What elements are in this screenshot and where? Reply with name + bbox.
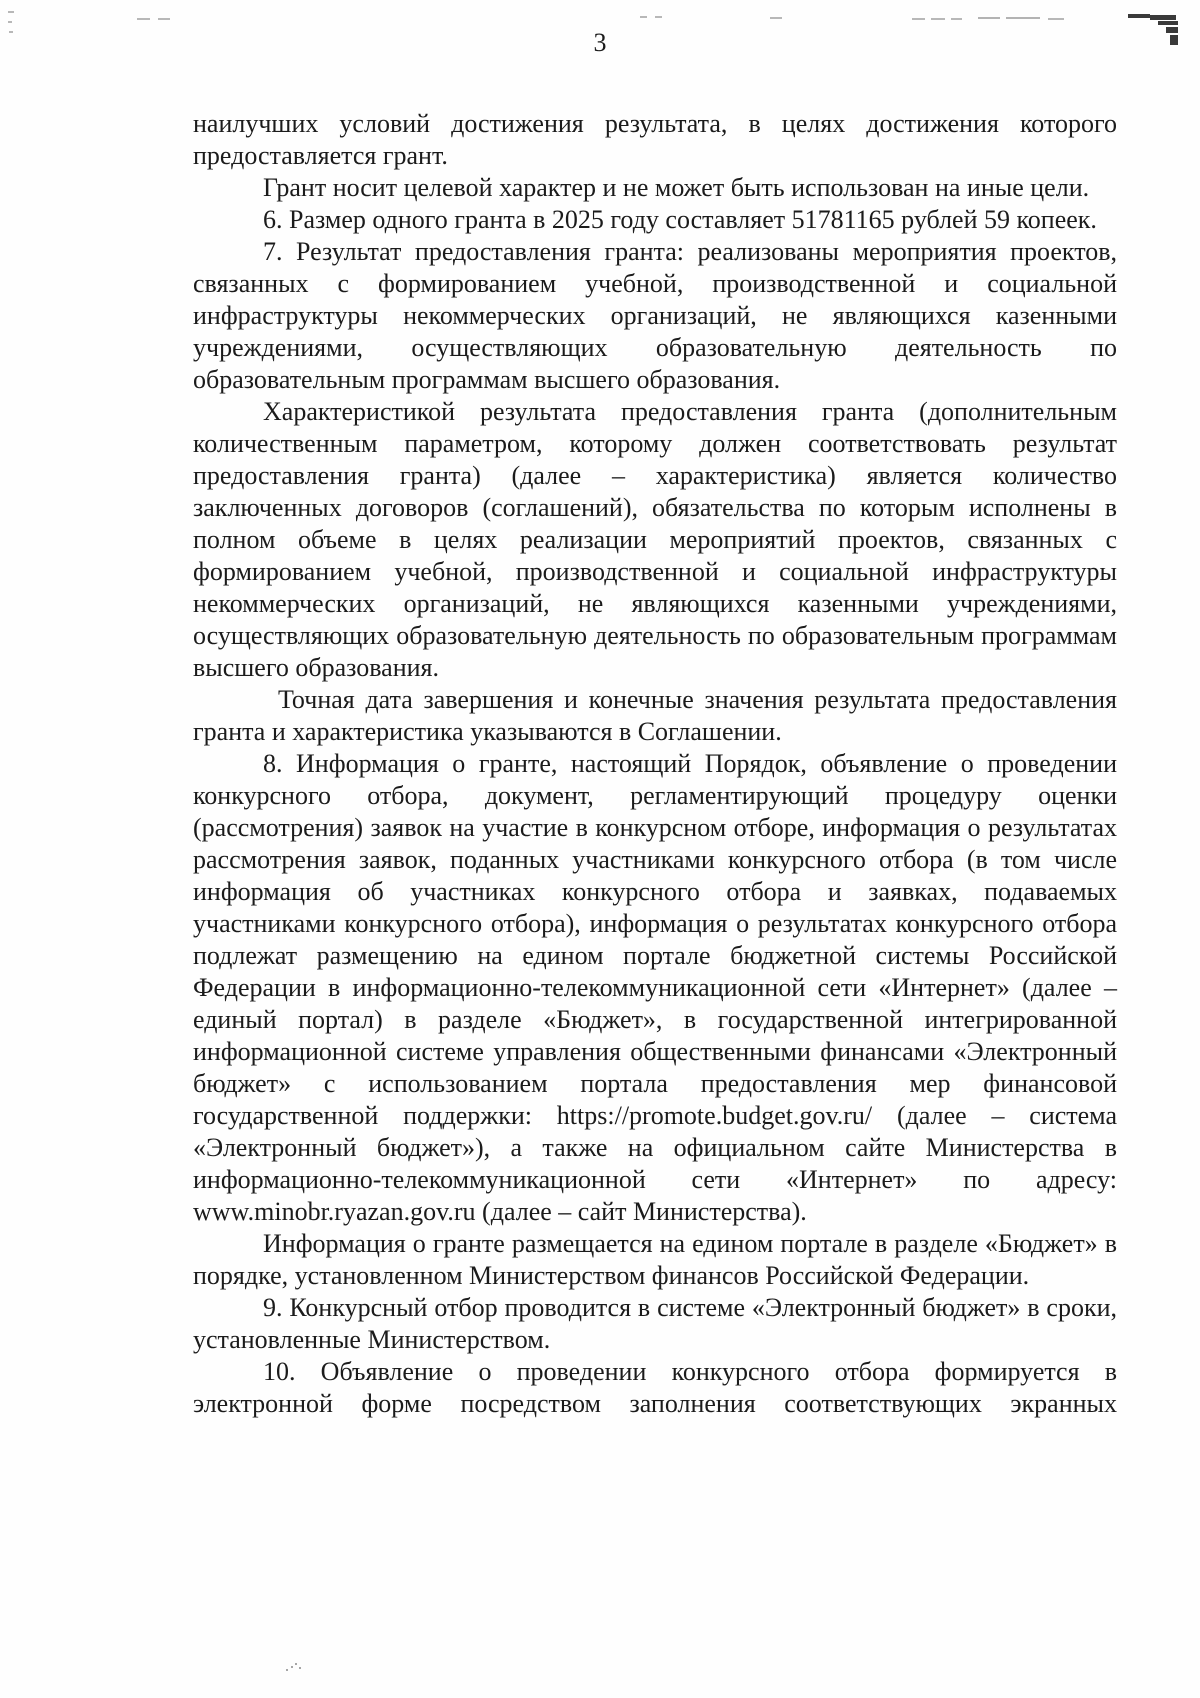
- page-number: 3: [593, 28, 607, 57]
- paragraph: 6. Размер одного гранта в 2025 году составляет 51781165 рублей 59 копеек.: [263, 205, 1097, 234]
- document-body: [193, 108, 1117, 1420]
- paragraph: 7. Результат предоставления гранта: реализованы мероприятия проектов, связанных с формированием учебной, производственной и социальной инфраструктуры некоммерческих организаций, не являющихся казенными учреждениями, осуществляющих образовательную деятельность по образовательным программам высшего образования.: [193, 237, 1117, 394]
- paragraph: 9. Конкурсный отбор проводится в системе «Электронный бюджет» в сроки, установленные Министерством.: [193, 1293, 1117, 1354]
- paragraph: 10. Объявление о проведении конкурсного отбора формируется в электронной форме посредством заполнения соответствующих экранных: [193, 1357, 1117, 1418]
- paragraph: 8. Информация о гранте, настоящий Порядок, объявление о проведении конкурсного отбора, документ, регламентирующий процедуру оценки (рассмотрения) заявок на участие в конкурсном отборе, информация о результатах рассмотрения заявок, поданных участниками конкурсного отбора (в том числе информация об участниках конкурсного отбора и заявках, подаваемых участниками конкурсного отбора), информация о результатах конкурсного отбора подлежат размещению на едином портале бюджетной системы Российской Федерации в информационно-телекоммуникационной сети «Интернет» (далее – единый портал) в разделе «Бюджет», в государственной интегрированной информационной системе управления общественными финансами «Электронный бюджет» с использованием портала предоставления мер финансовой государственной поддержки: https://promote.budget.gov.ru/ (далее – система «Электронный бюджет»), а также на официальном сайте Министерства в информационно-телекоммуникационной сети «Интернет» по адресу: www.minobr.ryazan.gov.ru (далее – сайт Министерства).: [193, 749, 1117, 1226]
- paragraph: Характеристикой результата предоставления гранта (дополнительным количественным параметром, которому должен соответствовать результат предоставления гранта) (далее – характеристика) является количество заключенных договоров (соглашений), обязательства по которым исполнены в полном объеме в целях реализации мероприятий проектов, связанных с формированием учебной, производственной и социальной инфраструктуры некоммерческих организаций, не являющихся казенными учреждениями, осуществляющих образовательную деятельность по образовательным программам высшего образования.: [193, 397, 1117, 682]
- paragraph: Грант носит целевой характер и не может быть использован на иные цели.: [263, 173, 1090, 202]
- paragraph: Информация о гранте размещается на едином портале в разделе «Бюджет» в порядке, установленном Министерством финансов Российской Федерации.: [193, 1229, 1117, 1290]
- paragraph: Точная дата завершения и конечные значения результата предоставления гранта и характеристика указываются в Соглашении.: [193, 685, 1117, 746]
- scan-artifact-bottom: [284, 1660, 304, 1674]
- paragraph: наилучших условий достижения результата, в целях достижения которого предоставляется грант.: [193, 109, 1117, 170]
